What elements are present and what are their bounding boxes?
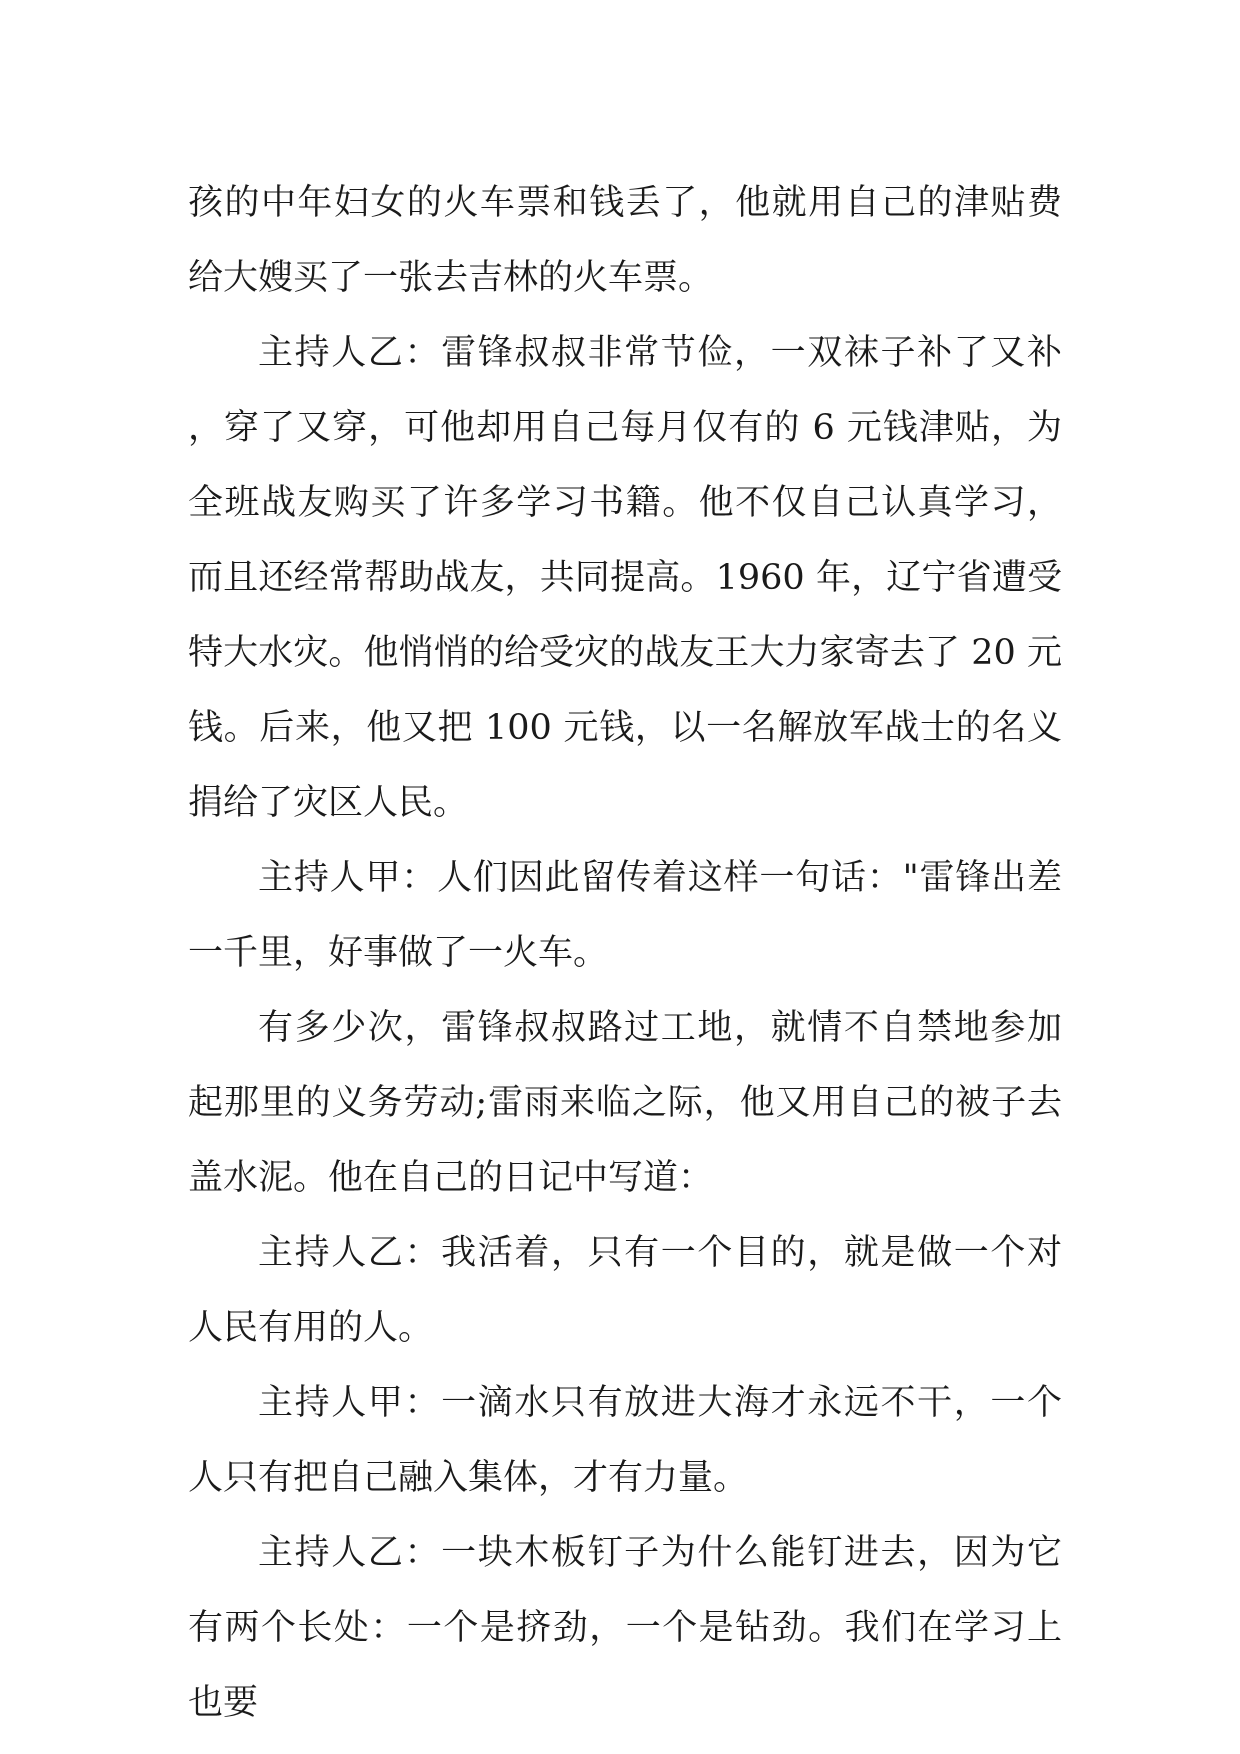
body-text xyxy=(188,166,1062,1741)
paragraph-host-b-nail: 主持人乙：一块木板钉子为什么能钉进去，因为它有两个长处：一个是挤劲，一个是钻劲。我们在学习上也要 xyxy=(188,1533,1062,1723)
paragraph-host-a-saying: 主持人甲：人们因此留传着这样一句话："雷锋出差一千里，好事做了一火车。 xyxy=(188,858,1062,973)
paragraph-host-b-frugality: 主持人乙：雷锋叔叔非常节俭，一双袜子补了又补，穿了又穿，可他却用自己每月仅有的 6 元钱津贴，为全班战友购买了许多学习书籍。他不仅自己认真学习，而且还经常帮助战友，共同提高。1960 年，辽宁省遭受特大水灾。他悄悄的给受灾的战友王大力家寄去了 20 元钱。后来，他又把 100 元钱，以一名解放军战士的名义捐给了灾区人民。 xyxy=(188,333,1062,823)
paragraph-host-b-purpose: 主持人乙：我活着，只有一个目的，就是做一个对人民有用的人。 xyxy=(188,1233,1062,1348)
paragraph-continuation: 孩的中年妇女的火车票和钱丢了，他就用自己的津贴费给大嫂买了一张去吉林的火车票。 xyxy=(188,183,1062,298)
paragraph-host-a-water-drop: 主持人甲：一滴水只有放进大海才永远不干，一个人只有把自己融入集体，才有力量。 xyxy=(188,1383,1062,1498)
paragraph-volunteer-labor: 有多少次，雷锋叔叔路过工地，就情不自禁地参加起那里的义务劳动;雷雨来临之际，他又用自己的被子去盖水泥。他在自己的日记中写道： xyxy=(188,1008,1062,1198)
